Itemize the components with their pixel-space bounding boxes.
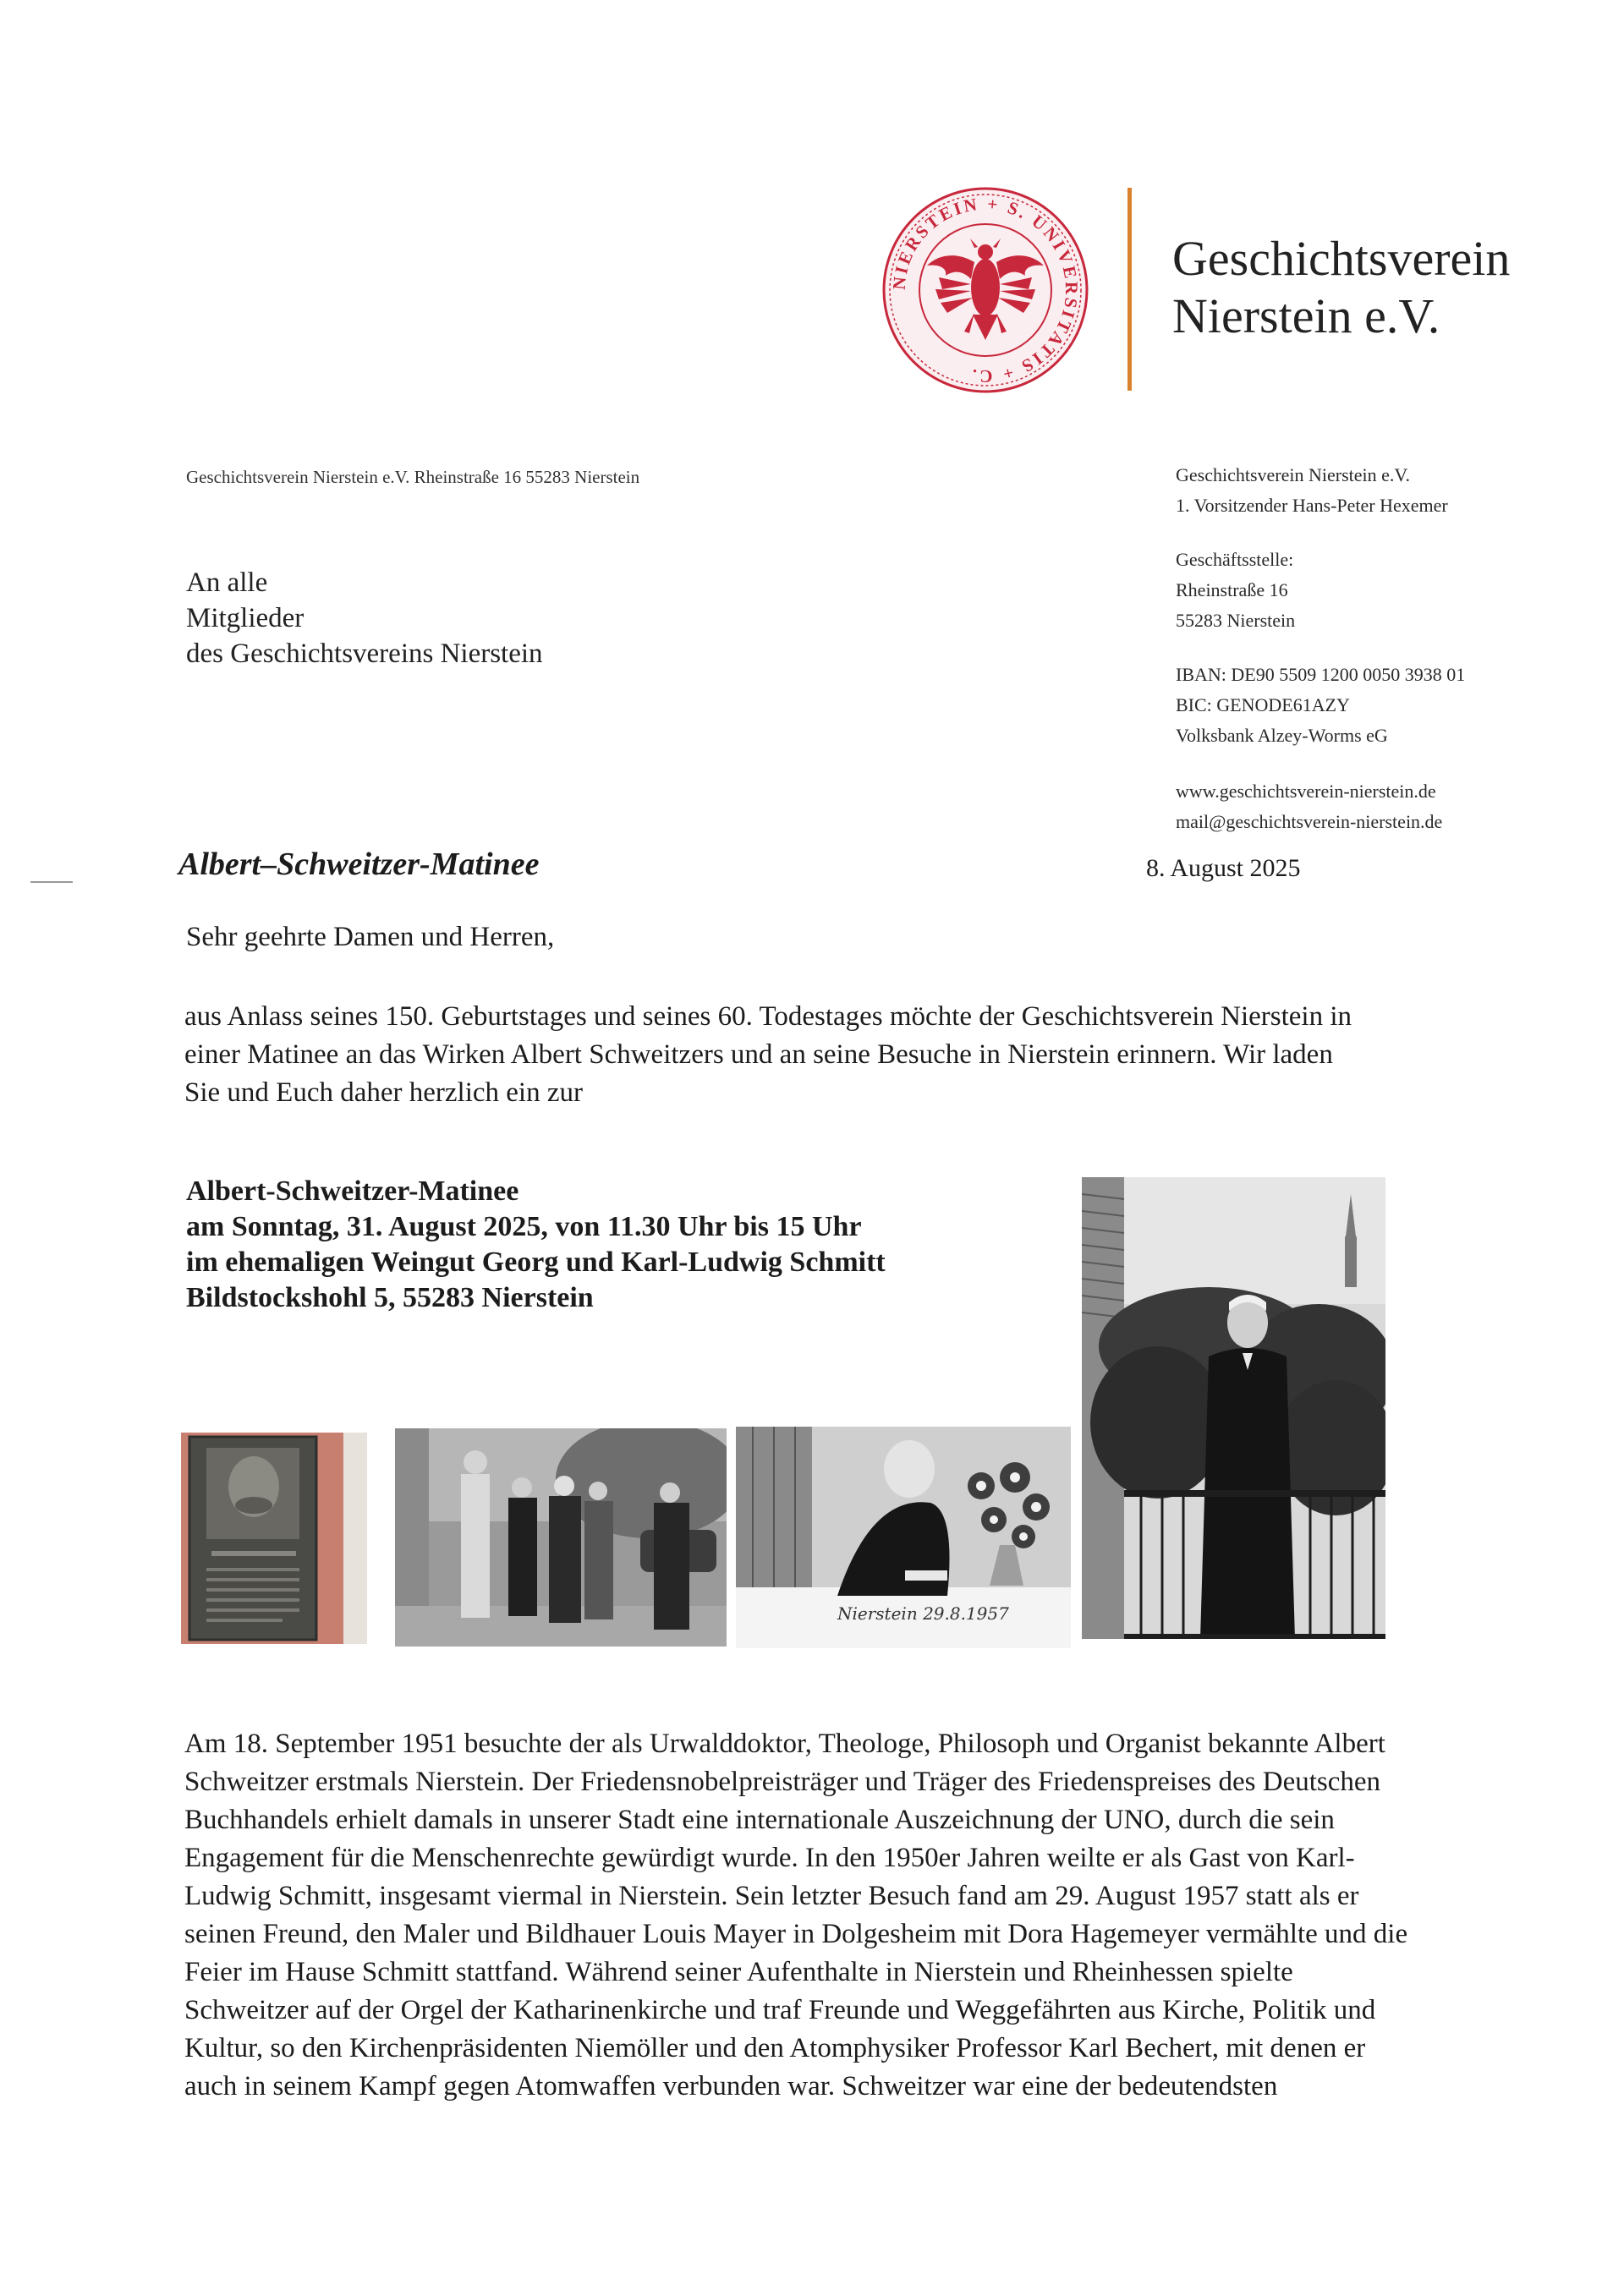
organization-name-line1: Geschichtsverein: [1172, 231, 1511, 286]
office-city: 55283 Nierstein: [1176, 610, 1296, 631]
organization-name: [1172, 230, 1510, 345]
history-paragraph: Am 18. September 1951 besuchte der als Urwalddoktor, Theologe, Philosoph und Organist bekannte Albert Schweitzer erstmals Nierstein. Der Friedensnobelpreisträger und Träger des Friedenspreises des Deutschen Buchhandels erhielt damals in unserer Stadt eine internationale Auszeichnung der UNO, durch die sein Engagement für die Menschenrechte gewürdigt wurde. In den 1950er Jahren weilte er als Gast von Karl-Ludwig Schmitt, insgesamt viermal in Nierstein. Sein letzter Besuch fand am 29. August 1957 statt als er seinen Freund, den Maler und Bildhauer Louis Mayer in Dolgesheim mit Dora Hagemeyer vermählte und die Feier im Hause Schmitt stattfand. Während seiner Aufenthalte in Nierstein und Rheinhessen spielte Schweitzer auf der Orgel der Katharinenkirche und traf Freunde und Weggefährten aus Kirche, Politik und Kultur, so den Kirchenpräsidenten Niemöller und den Atomphysiker Professor Karl Bechert, mit denen er auch in seinem Kampf gegen Atomwaffen verbunden war. Schweitzer war eine der bedeutendsten: [184, 1729, 1408, 2101]
photo-signing-guestbook: [736, 1427, 1071, 1648]
office-label: Geschäftsstelle:: [1176, 549, 1294, 570]
organization-name-line2: Nierstein e.V.: [1172, 288, 1440, 343]
eagle-seal-icon: [880, 184, 1091, 396]
salutation: Sehr geehrte Damen und Herren,: [186, 922, 555, 952]
recipient-line3: des Geschichtsvereins Nierstein: [186, 638, 543, 669]
website-link[interactable]: www.geschichtsverein-nierstein.de: [1176, 781, 1436, 802]
contact-links: [1176, 776, 1442, 837]
return-address: Geschichtsverein Nierstein e.V. Rheinstraße 16 55283 Nierstein: [186, 467, 640, 487]
event-when: am Sonntag, 31. August 2025, von 11.30 Uhr bis 15 Uhr: [186, 1211, 862, 1242]
letter-date: 8. August 2025: [1146, 854, 1301, 882]
svg-text:NIERSTEIN + S. UNIVERSITATIS +: NIERSTEIN + S. UNIVERSITATIS + C.: [888, 193, 1083, 387]
sender-org: Geschichtsverein Nierstein e.V.: [1176, 464, 1410, 485]
bank-iban: IBAN: DE90 5509 1200 0050 3938 01: [1176, 664, 1466, 685]
photo-group-visit: [395, 1428, 727, 1647]
fold-mark: [30, 881, 73, 883]
office-street: Rheinstraße 16: [1176, 579, 1288, 600]
recipient-line1: An alle: [186, 567, 268, 598]
bank-details: [1176, 660, 1465, 751]
email-link[interactable]: mail@geschichtsverein-nierstein.de: [1176, 811, 1443, 832]
intro-paragraph: aus Anlass seines 150. Geburtstages und seines 60. Todestages möchte der Geschichtsverein Nierstein in einer Matinee an das Wirken Albert Schweitzers und an seine Besuche in Nierstein erinnern. Wir laden Sie und Euch daher herzlich ein zur: [184, 1001, 1352, 1108]
event-title: Albert-Schweitzer-Matinee: [186, 1175, 519, 1207]
event-details: [186, 1174, 886, 1316]
event-address: Bildstockshohl 5, 55283 Nierstein: [186, 1282, 594, 1313]
event-where: im ehemaligen Weingut Georg und Karl-Ludwig Schmitt: [186, 1247, 886, 1278]
sender-chair: 1. Vorsitzender Hans-Peter Hexemer: [1176, 495, 1448, 516]
photo-memorial-plaque: [181, 1433, 367, 1644]
letterhead-divider: [1127, 188, 1132, 391]
handwritten-caption: Nierstein 29.8.1957: [837, 1603, 1009, 1624]
sender-block: [1176, 460, 1448, 521]
bank-name: Volksbank Alzey-Worms eG: [1176, 725, 1388, 746]
recipient-block: [186, 565, 543, 671]
letter-subject: Albert–Schweitzer-Matinee: [178, 847, 540, 882]
bank-bic: BIC: GENODE61AZY: [1176, 694, 1350, 715]
recipient-line2: Mitglieder: [186, 603, 304, 633]
office-address: [1176, 545, 1295, 636]
photo-schweitzer-portrait: [1082, 1177, 1385, 1639]
